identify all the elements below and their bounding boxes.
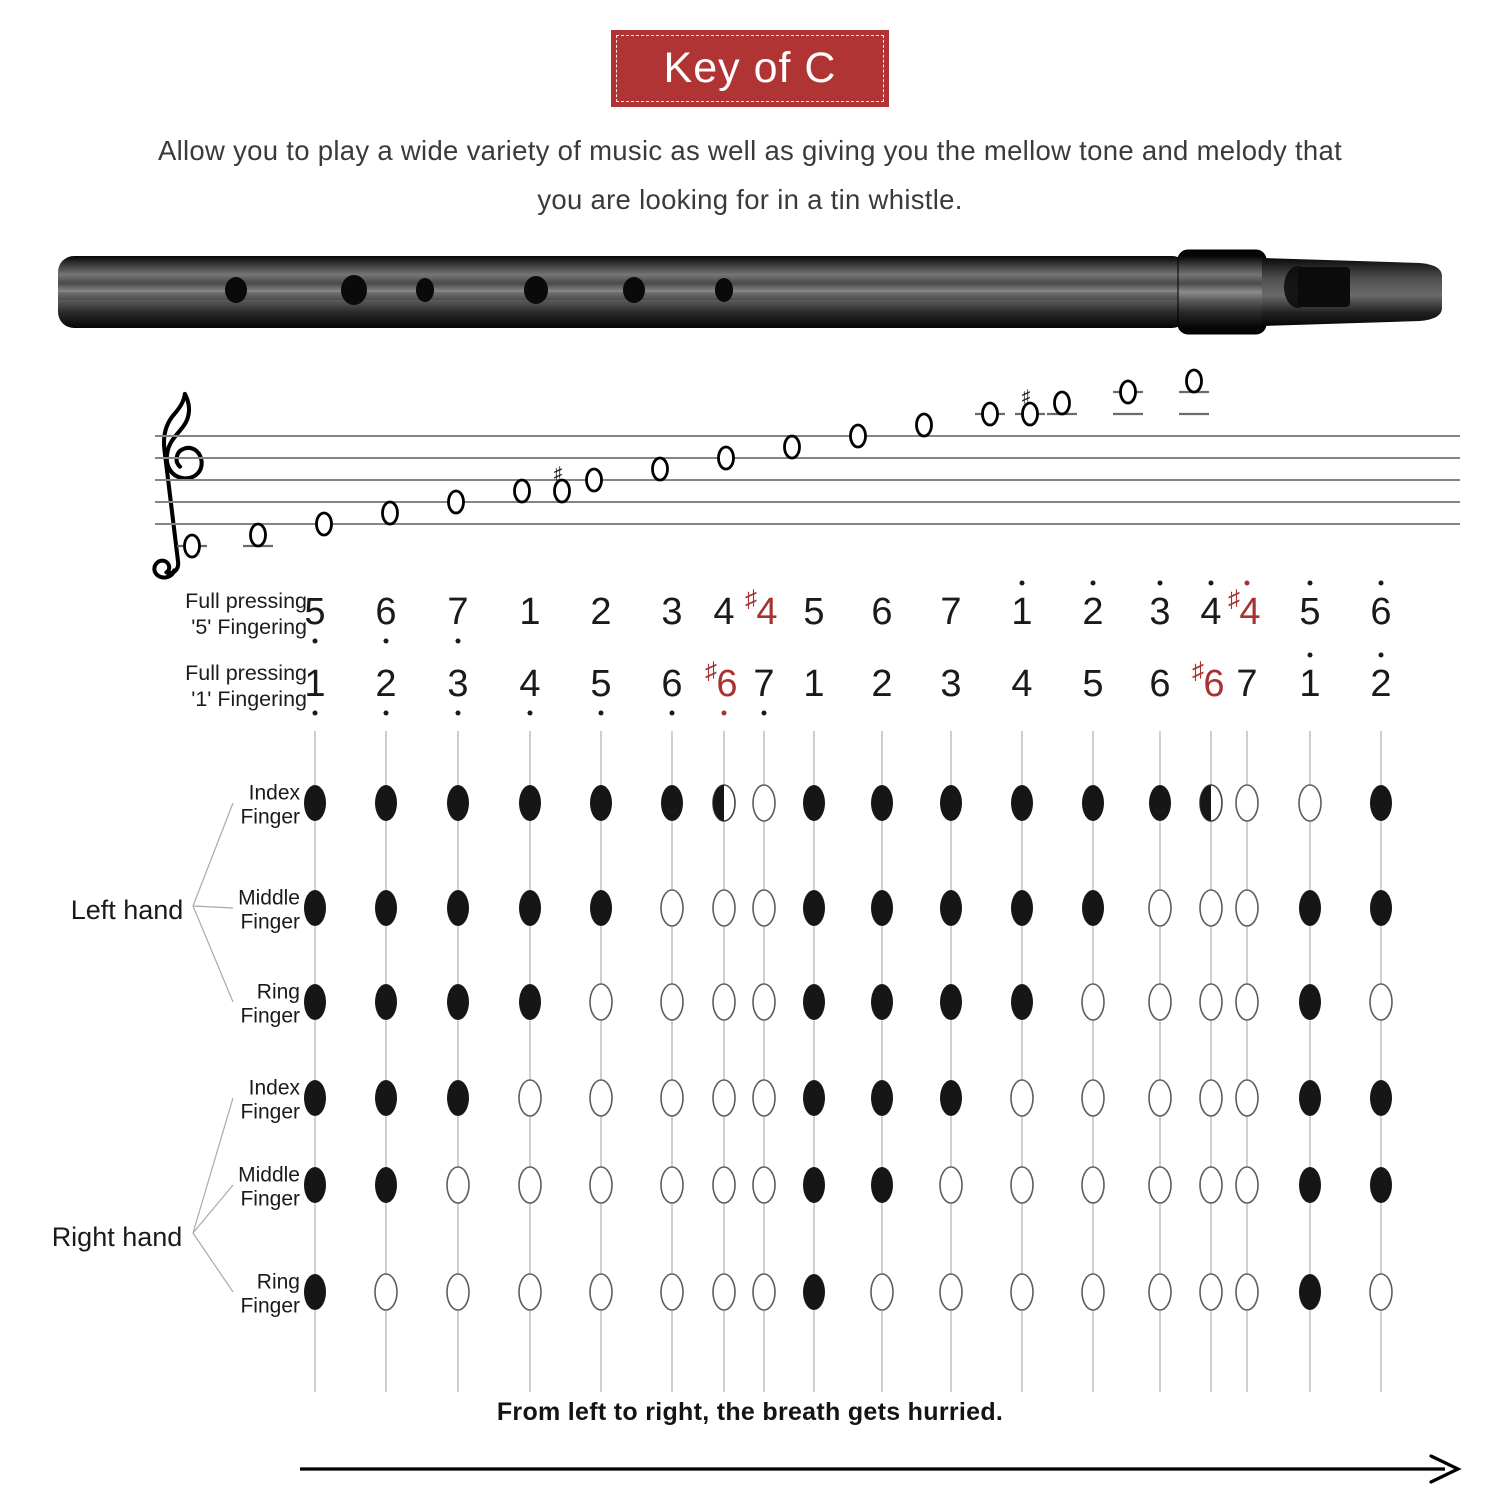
fingering-row-label-line2: '1' Fingering [191,687,307,711]
finger-label-line2: Finger [240,805,300,829]
hole-dot-filled [871,1080,893,1116]
hole-dot-open [661,1080,683,1116]
hole-dot-open [519,1080,541,1116]
fingering-number: 1 [803,663,825,705]
hole-dot-open [1236,1274,1258,1310]
hole-dot-open [753,1080,775,1116]
hole-dot-open [1149,1167,1171,1203]
hole-dot-open [1082,1167,1104,1203]
fingering-row-label-line1: Full pressing [185,661,307,685]
hole-dot-filled [304,890,326,926]
hand-label: Left hand [70,895,184,925]
hole-dot-open [1370,984,1392,1020]
hole-dot-filled [447,1080,469,1116]
fingering-number: 5 [1299,591,1321,633]
hole-dot-open [1236,785,1258,821]
key-banner [611,30,889,107]
whole-note [917,414,932,436]
hole-dot-filled [803,890,825,926]
hole-dot-filled [871,984,893,1020]
hole-dot-filled [375,1080,397,1116]
product-description [0,126,1500,224]
whole-note [719,447,734,469]
whole-note [251,524,266,546]
whistle-fipple-window [1298,267,1350,307]
octave-dot-above [1308,581,1313,586]
hole-dot-open [713,1274,735,1310]
fingering-number: 2 [375,663,397,705]
hole-dot-filled [871,1167,893,1203]
octave-dot-above [1379,581,1384,586]
hole-dot-filled [940,785,962,821]
fingering-row-label-line2: '5' Fingering [191,615,307,639]
tin-whistle-illustration [58,250,1442,334]
fingering-number: 7 [1236,663,1258,705]
hole-dot-open [1082,1274,1104,1310]
hole-dot-filled [940,890,962,926]
hole-dot-filled [1299,1167,1321,1203]
hole-dot-open [590,1080,612,1116]
octave-dot-below [762,711,767,716]
whole-note [185,535,200,557]
octave-dot-below [313,711,318,716]
hole-dot-half-fill [1200,785,1211,821]
fingering-number: 5 [803,591,825,633]
finger-label-line1: Index [248,781,300,805]
fingering-number: 4 [1200,591,1222,633]
fingering-number: 1 [304,663,326,705]
hole-dot-open [661,984,683,1020]
fingering-number: 4 [756,591,778,633]
octave-dot-above [1020,581,1025,586]
fingering-number: 6 [871,591,893,633]
hole-dot-open [1236,984,1258,1020]
finger-label-line1: Index [248,1076,300,1100]
finger-hole [623,277,645,303]
hole-dot-open [753,984,775,1020]
octave-dot-below [599,711,604,716]
octave-dot-above [1209,581,1214,586]
hand-finger-connector [193,1233,233,1292]
hole-dot-open [447,1274,469,1310]
whole-note [317,513,332,535]
hole-dot-filled [447,785,469,821]
octave-dot-below [528,711,533,716]
hole-dot-filled [1299,1080,1321,1116]
hole-dot-filled [304,984,326,1020]
fingering-number: 3 [447,663,469,705]
fingering-number: 4 [519,663,541,705]
finger-label-line2: Finger [240,1004,300,1028]
whole-note [383,502,398,524]
finger-label-line2: Finger [240,1294,300,1318]
fingering-number: 6 [1370,591,1392,633]
sharp-prefix: ♯ [745,585,757,613]
fingering-number: 5 [1082,663,1104,705]
hole-dot-filled [803,1080,825,1116]
finger-label-line1: Ring [256,1270,300,1294]
hole-dot-filled [375,890,397,926]
octave-dot-below [456,639,461,644]
hole-dot-filled [1082,890,1104,926]
hole-dot-open [447,1167,469,1203]
hole-dot-open [1236,1167,1258,1203]
hole-dot-open [871,1274,893,1310]
fingering-number-rows [185,581,1391,716]
octave-dot-above [1379,653,1384,658]
fingering-number: 7 [753,663,775,705]
octave-dot-below [456,711,461,716]
hole-dot-filled [1011,785,1033,821]
octave-dot-above [1091,581,1096,586]
fingering-number: 2 [1082,591,1104,633]
fingering-number: 6 [716,663,738,705]
hole-dot-filled [447,984,469,1020]
hole-dot-open [1299,785,1321,821]
hole-dot-filled [304,1080,326,1116]
hole-dot-open [753,890,775,926]
fingering-number: 6 [375,591,397,633]
hole-dot-filled [304,785,326,821]
octave-dot-above [1158,581,1163,586]
finger-hole [225,277,247,303]
sharp-prefix: ♯ [1192,657,1204,685]
whole-note [515,480,530,502]
whole-note [851,425,866,447]
fingering-row-label-line1: Full pressing [185,589,307,613]
hole-dot-filled [519,890,541,926]
hole-dot-filled [375,1167,397,1203]
hole-dot-filled [375,984,397,1020]
hole-dot-open [590,1167,612,1203]
hole-dot-open [1149,890,1171,926]
finger-hole [341,275,367,305]
octave-dot-above [1245,581,1250,586]
finger-label-line1: Middle [238,886,300,910]
hand-finger-connector [193,1098,233,1233]
hole-dot-open [1011,1080,1033,1116]
hole-dot-open [1011,1167,1033,1203]
fingering-number: 7 [940,591,962,633]
hole-dot-open [1149,1080,1171,1116]
hole-dot-open [1200,1167,1222,1203]
fingering-number: 3 [661,591,683,633]
hole-dot-filled [940,984,962,1020]
hole-dot-open [1200,1274,1222,1310]
hole-dot-filled [1299,890,1321,926]
hole-dot-open [590,1274,612,1310]
hole-dot-filled [1370,1167,1392,1203]
fingering-number: 5 [304,591,326,633]
hole-dot-filled [447,890,469,926]
hole-dot-open [940,1274,962,1310]
hole-dot-open [661,1274,683,1310]
fingering-number: 6 [1203,663,1225,705]
hole-dot-filled [871,890,893,926]
hole-dot-open [1149,984,1171,1020]
hole-dot-open [590,984,612,1020]
whole-note [1055,392,1070,414]
hole-dot-filled [803,984,825,1020]
finger-label-line2: Finger [240,910,300,934]
breath-direction-arrow [300,1456,1458,1482]
hole-dot-filled [304,1167,326,1203]
fingering-number: 4 [1239,591,1261,633]
hole-dot-filled [375,785,397,821]
fingering-number: 2 [1370,663,1392,705]
hole-dot-filled [940,1080,962,1116]
fingering-number: 3 [940,663,962,705]
hole-dot-open [1236,890,1258,926]
hole-dot-open [375,1274,397,1310]
hole-dot-half-fill [713,785,724,821]
hole-dot-filled [1011,984,1033,1020]
hole-dot-filled [1082,785,1104,821]
finger-hole [715,278,733,302]
whole-note [449,491,464,513]
hole-dot-filled [519,785,541,821]
finger-hole [416,278,434,302]
hole-dot-open [661,890,683,926]
whole-note [587,469,602,491]
hole-dot-open [1236,1080,1258,1116]
hole-dot-open [1200,890,1222,926]
whole-note [653,458,668,480]
hole-dot-open [1082,1080,1104,1116]
hand-finger-connector [193,906,233,908]
octave-dot-below [313,639,318,644]
finger-label-line1: Ring [256,980,300,1004]
fingering-grid [52,731,1392,1392]
whole-note [1121,381,1136,403]
hole-dot-open [661,1167,683,1203]
hole-dot-filled [590,890,612,926]
hand-finger-connector [193,803,233,906]
fingering-number: 7 [447,591,469,633]
octave-dot-below [722,711,727,716]
hole-dot-open [753,785,775,821]
hole-dot-open [1200,1080,1222,1116]
hole-dot-filled [803,785,825,821]
fingering-number: 4 [1011,663,1033,705]
hand-finger-connector [193,906,233,1002]
fingering-number: 2 [590,591,612,633]
fingering-number: 2 [871,663,893,705]
finger-hole [524,276,548,304]
whistle-ferrule [1178,250,1266,334]
hole-dot-open [1082,984,1104,1020]
fingering-number: 5 [590,663,612,705]
fingering-number: 1 [519,591,541,633]
octave-dot-below [384,711,389,716]
hole-dot-filled [1299,1274,1321,1310]
hole-dot-open [519,1167,541,1203]
fingering-number: 3 [1149,591,1171,633]
hole-dot-open [1149,1274,1171,1310]
fingering-number: 4 [713,591,735,633]
hole-dot-filled [1149,785,1171,821]
whole-note [983,403,998,425]
whole-note [1023,403,1038,425]
breath-caption: From left to right, the breath gets hurried. [496,1398,1004,1426]
sharp-sign: ♯ [1021,386,1031,406]
whole-note [785,436,800,458]
fingering-number: 6 [661,663,683,705]
hole-dot-filled [304,1274,326,1310]
hole-dot-open [519,1274,541,1310]
hole-dot-filled [1299,984,1321,1020]
hole-dot-open [1011,1274,1033,1310]
fingering-number: 1 [1299,663,1321,705]
fingering-chart-scene [0,225,1500,1490]
finger-label-line1: Middle [238,1163,300,1187]
page-title: Key of C [663,44,837,92]
whole-note [555,480,570,502]
hole-dot-filled [803,1167,825,1203]
octave-dot-below [670,711,675,716]
hole-dot-open [1200,984,1222,1020]
hole-dot-open [713,890,735,926]
description-line-2: you are looking for in a tin whistle. [537,184,963,215]
hand-finger-connector [193,1185,233,1233]
hole-dot-filled [590,785,612,821]
hand-label: Right hand [51,1222,183,1252]
hole-dot-filled [661,785,683,821]
hole-dot-open [713,1167,735,1203]
hole-dot-open [713,1080,735,1116]
octave-dot-above [1308,653,1313,658]
sharp-prefix: ♯ [705,657,717,685]
hole-dot-open [1370,1274,1392,1310]
hole-dot-filled [803,1274,825,1310]
finger-label-line2: Finger [240,1187,300,1211]
hole-dot-filled [1370,785,1392,821]
hole-dot-filled [1011,890,1033,926]
music-staff [154,370,1460,577]
hole-dot-filled [1370,890,1392,926]
sharp-sign: ♯ [553,463,563,483]
whole-note [1187,370,1202,392]
sharp-prefix: ♯ [1228,585,1240,613]
finger-label-line2: Finger [240,1100,300,1124]
fingering-number: 1 [1011,591,1033,633]
hole-dot-filled [519,984,541,1020]
hole-dot-open [940,1167,962,1203]
octave-dot-below [384,639,389,644]
description-line-1: Allow you to play a wide variety of music as well as giving you the mellow tone and melody that [157,135,1343,166]
hole-dot-filled [871,785,893,821]
fingering-number: 6 [1149,663,1171,705]
hole-dot-open [713,984,735,1020]
hole-dot-open [753,1274,775,1310]
hole-dot-filled [1370,1080,1392,1116]
hole-dot-open [753,1167,775,1203]
